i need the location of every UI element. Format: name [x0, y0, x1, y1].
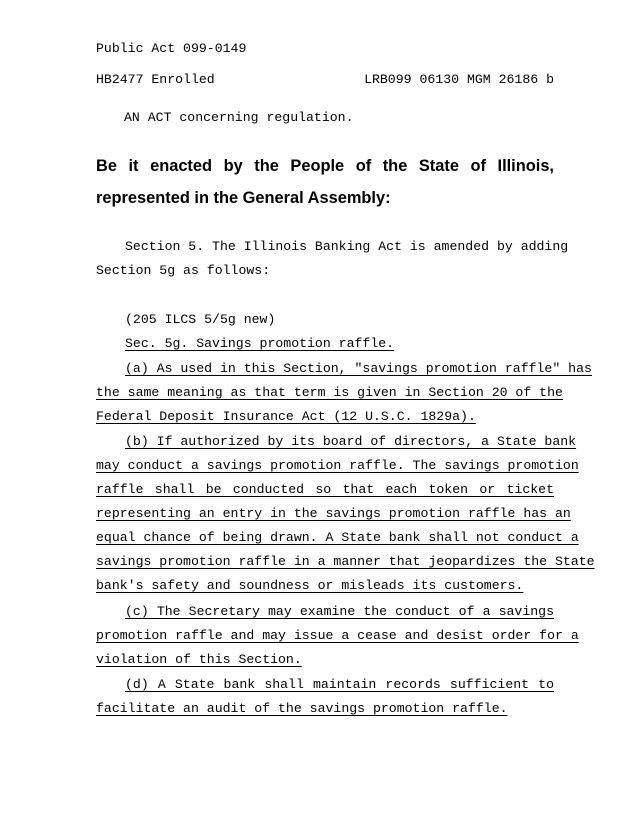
subsection-line: raffle shall be conducted so that each token or ticket: [96, 482, 554, 497]
enacting-clause-line-1: Be it enacted by the People of the State of Illinois,: [96, 157, 554, 175]
bill-number: HB2477 Enrolled: [96, 72, 215, 87]
subsection-line: representing an entry in the savings promotion raffle has an: [96, 506, 571, 521]
enacting-clause-line-2: represented in the General Assembly:: [96, 189, 391, 207]
subsection-line: equal chance of being drawn. A State bank shall not conduct a: [96, 530, 579, 545]
section-5-line: Section 5. The Illinois Banking Act is amended by adding: [125, 239, 569, 254]
subsection-line-text: violation of this Section.: [96, 652, 302, 667]
subsection-line: may conduct a savings promotion raffle. The savings promotion: [96, 458, 579, 473]
act-title: AN ACT concerning regulation.: [124, 110, 354, 125]
subsection-line-text: Federal Deposit Insurance Act (12 U.S.C. 1829a).: [96, 409, 476, 424]
section-heading: [96, 335, 554, 353]
subsection-line: promotion raffle and may issue a cease and desist order for a: [96, 628, 579, 643]
section-5-line: Section 5g as follows:: [96, 263, 271, 278]
subsection-line: [96, 408, 554, 426]
subsection-line: [96, 700, 554, 718]
subsection-line: the same meaning as that term is given in Section 20 of the: [96, 385, 563, 400]
subsection-line: (b) If authorized by its board of directors, a State bank: [125, 434, 577, 449]
subsection-line-text: facilitate an audit of the savings promotion raffle.: [96, 701, 508, 716]
ilcs-citation: (205 ILCS 5/5g new): [125, 312, 276, 327]
subsection-line: (d) A State bank shall maintain records sufficient to: [125, 677, 554, 692]
section-heading-text: Sec. 5g. Savings promotion raffle.: [125, 336, 395, 351]
subsection-line-text: bank's safety and soundness or misleads its customers.: [96, 578, 524, 593]
subsection-line: (a) As used in this Section, "savings promotion raffle" has: [125, 361, 592, 376]
lrb-number: LRB099 06130 MGM 26186 b: [364, 72, 554, 87]
public-act-number: Public Act 099-0149: [96, 41, 247, 56]
subsection-line: [96, 577, 554, 595]
subsection-line: savings promotion raffle in a manner that jeopardizes the State: [96, 554, 595, 569]
bill-header: [96, 72, 554, 87]
subsection-line: [96, 651, 554, 669]
subsection-line: (c) The Secretary may examine the conduct of a savings: [125, 604, 554, 619]
